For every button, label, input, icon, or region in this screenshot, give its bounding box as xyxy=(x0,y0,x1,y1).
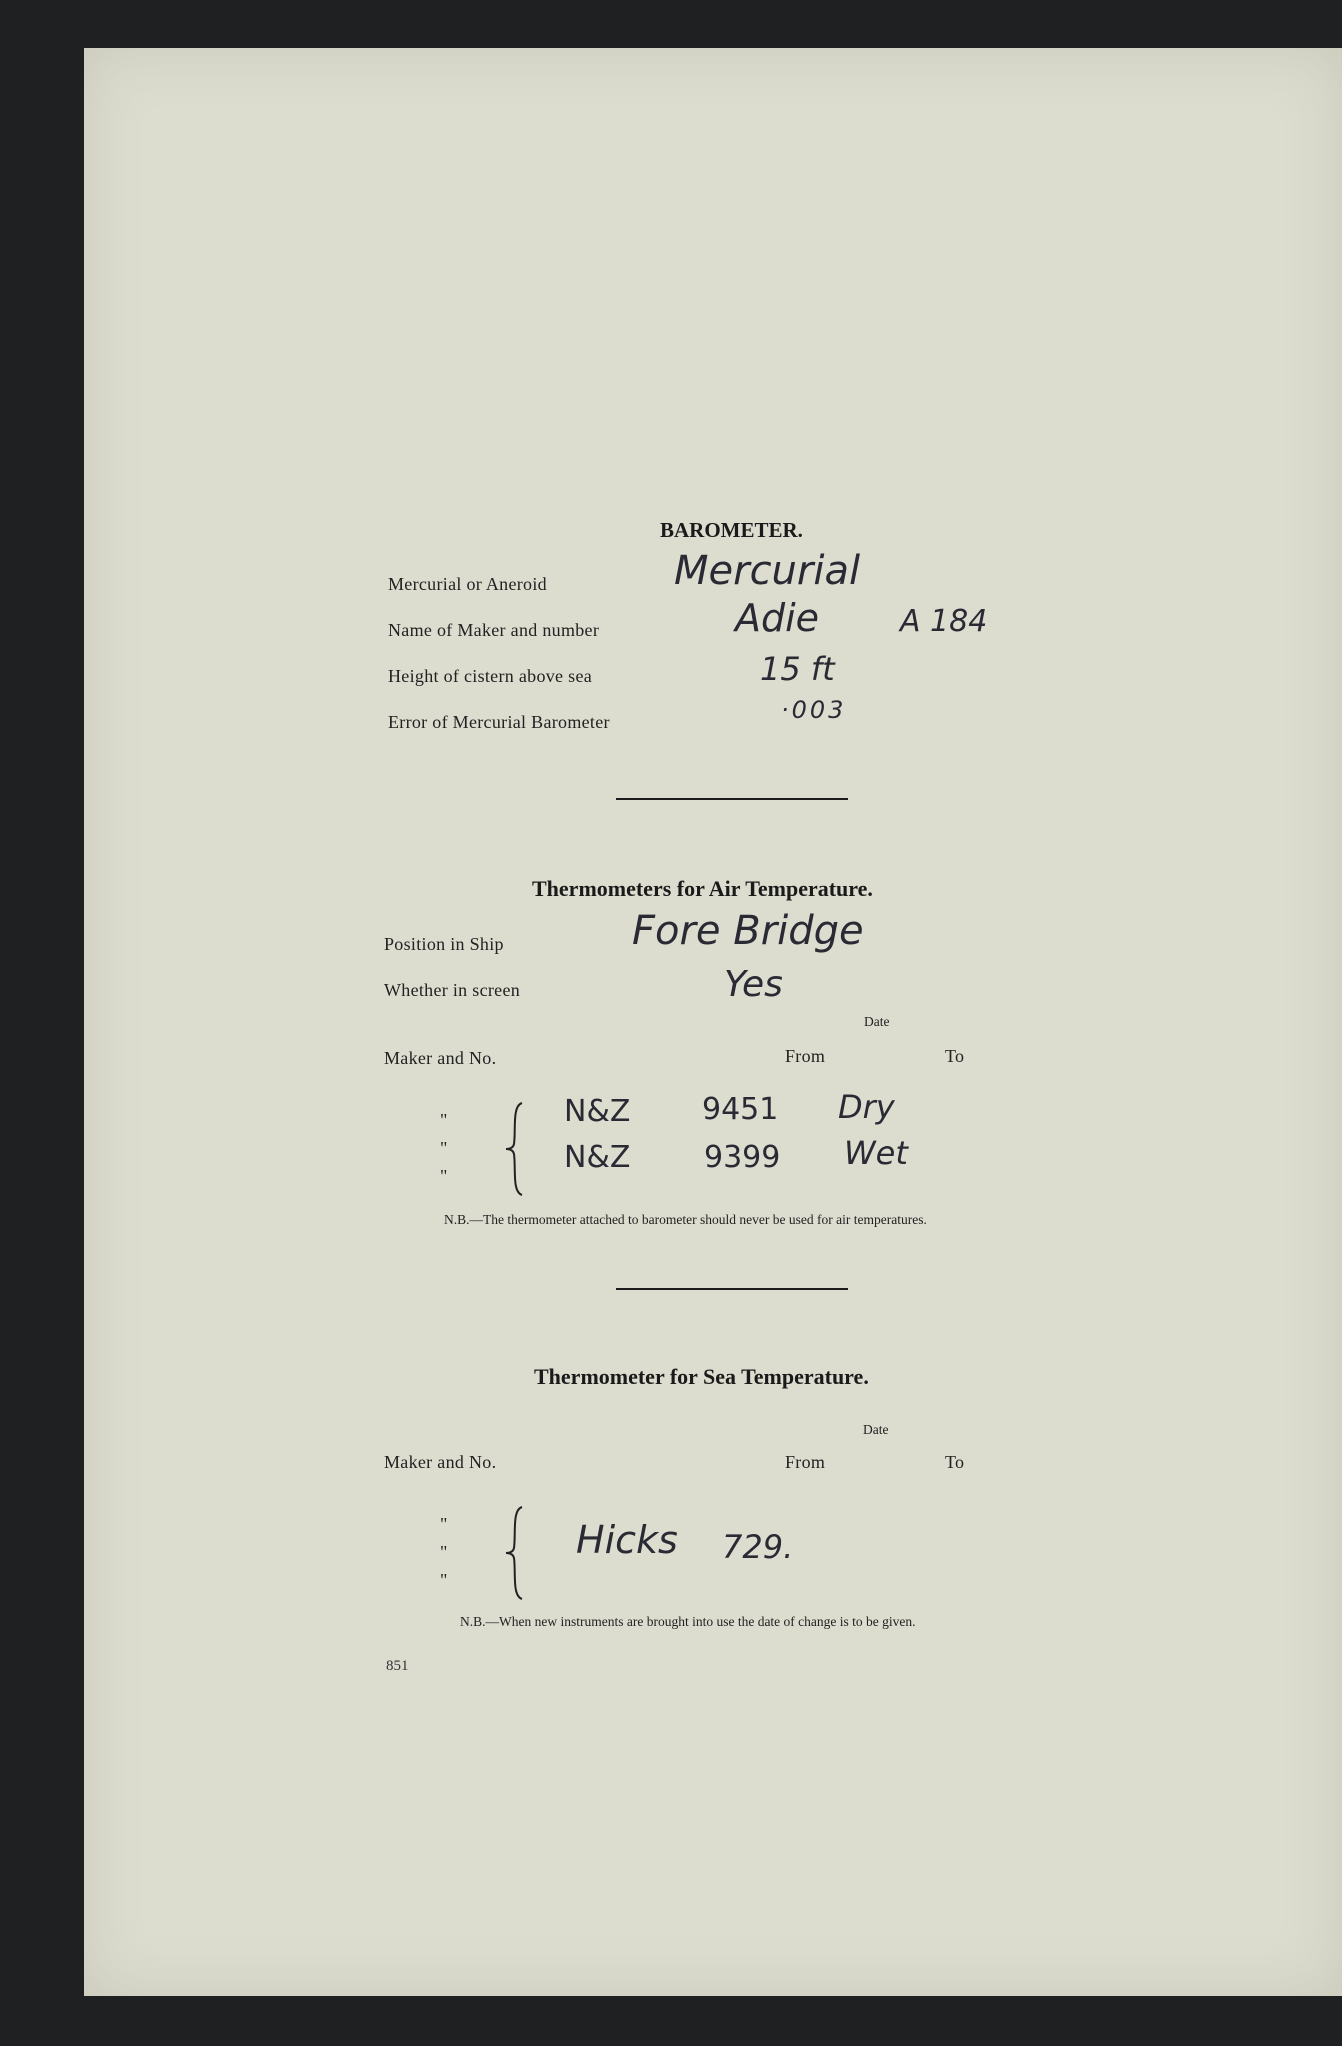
barometer-maker-handwritten: Adie xyxy=(735,596,820,640)
ditto-mark: " xyxy=(440,1110,448,1130)
air-date-label: Date xyxy=(864,1014,890,1029)
sea-date-label: Date xyxy=(863,1422,889,1437)
label-mercurial-or-aneroid: Mercurial or Aneroid xyxy=(388,574,547,594)
screen-handwritten: Yes xyxy=(724,964,783,1005)
form-number: 851 xyxy=(386,1658,409,1674)
air-to-label: To xyxy=(945,1046,965,1066)
barometer-type-handwritten: Mercurial xyxy=(674,548,861,594)
form-page xyxy=(84,48,1342,1996)
air-note: N.B.—The thermometer attached to barometer should never be used for air temperatures. xyxy=(444,1212,927,1227)
label-barometer-error: Error of Mercurial Barometer xyxy=(388,712,610,732)
air-maker-label: Maker and No. xyxy=(384,1048,497,1068)
label-maker-number: Name of Maker and number xyxy=(388,620,600,640)
section-divider xyxy=(616,1288,848,1290)
ditto-mark: " xyxy=(440,1514,448,1534)
sea-note: N.B.—When new instruments are brought into use the date of change is to be given. xyxy=(460,1614,916,1629)
ditto-mark: " xyxy=(440,1542,448,1562)
sea-maker-handwritten: Hicks xyxy=(576,1518,678,1562)
label-cistern-height: Height of cistern above sea xyxy=(388,666,593,686)
air-row-2-maker: N&Z xyxy=(564,1140,631,1175)
brace-icon xyxy=(504,1100,528,1198)
sea-from-label: From xyxy=(785,1452,826,1472)
ditto-mark: " xyxy=(440,1138,448,1158)
barometer-number-handwritten: A 184 xyxy=(900,604,988,639)
ditto-mark: " xyxy=(440,1166,448,1186)
sea-thermometer-title: Thermometer for Sea Temperature. xyxy=(534,1364,869,1389)
label-position-in-ship: Position in Ship xyxy=(384,934,504,954)
air-from-label: From xyxy=(785,1046,826,1066)
cistern-height-handwritten: 15 ft xyxy=(760,650,835,688)
ditto-mark: " xyxy=(440,1570,448,1590)
air-row-1-maker: N&Z xyxy=(564,1094,631,1129)
air-row-1-kind: Dry xyxy=(838,1088,895,1126)
air-thermometers-title: Thermometers for Air Temperature. xyxy=(532,876,873,901)
label-whether-in-screen: Whether in screen xyxy=(384,980,521,1000)
sea-number-handwritten: 729. xyxy=(722,1528,794,1566)
air-row-2-kind: Wet xyxy=(844,1134,908,1172)
air-row-2-number: 9399 xyxy=(704,1140,781,1175)
brace-icon xyxy=(504,1504,528,1602)
sea-maker-label: Maker and No. xyxy=(384,1452,497,1472)
position-handwritten: Fore Bridge xyxy=(632,908,864,954)
sea-to-label: To xyxy=(945,1452,965,1472)
section-divider xyxy=(616,798,848,800)
air-row-1-number: 9451 xyxy=(702,1092,779,1127)
barometer-title: BAROMETER. xyxy=(660,518,803,542)
barometer-error-handwritten: ·003 xyxy=(781,696,847,724)
